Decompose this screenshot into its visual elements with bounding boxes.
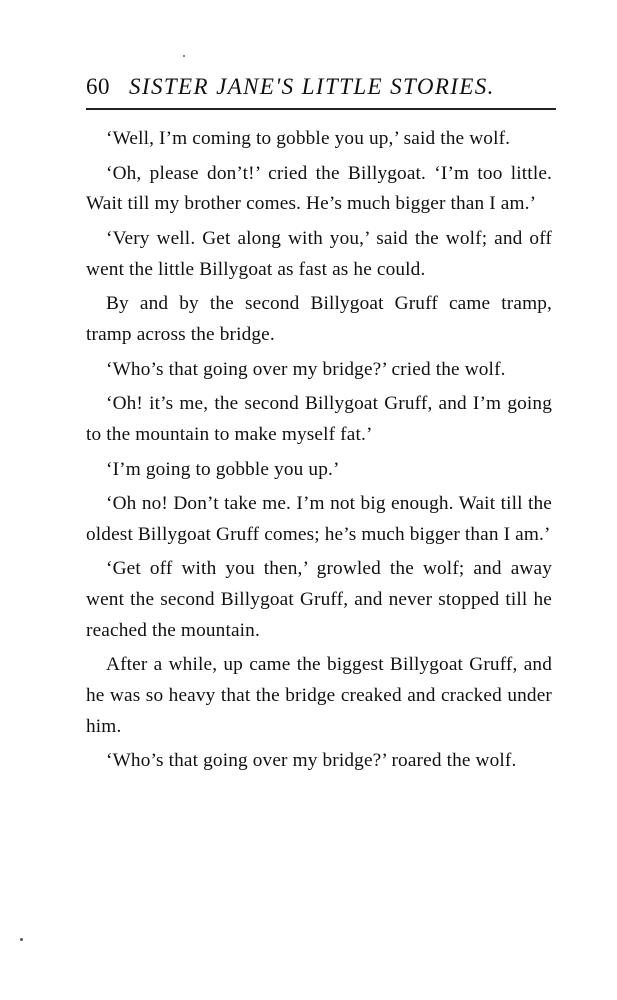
paragraph: ‘Oh, please don’t!’ cried the Billygoat. ‘I’m too little. Wait till my brother comes. He’s much bigger than I am.’ bbox=[86, 162, 552, 215]
paper-speck bbox=[20, 938, 23, 941]
running-title: SISTER JANE'S LITTLE STORIES. bbox=[129, 74, 495, 99]
page-number: 60 bbox=[86, 74, 110, 99]
paragraph: ‘Very well. Get along with you,’ said the wolf; and off went the little Billygoat as fast as he could. bbox=[86, 227, 552, 280]
paragraph: ‘Get off with you then,’ growled the wolf; and away went the second Billygoat Gruff, and never stopped till he reached the mountain. bbox=[86, 558, 552, 641]
paragraph: ‘Who’s that going over my bridge?’ roared the wolf. bbox=[106, 750, 517, 772]
paragraph: ‘Well, I’m coming to gobble you up,’ said the wolf. bbox=[106, 128, 511, 149]
paper-speck bbox=[183, 55, 185, 57]
paragraph: By and by the second Billygoat Gruff came tramp, tramp across the bridge. bbox=[86, 293, 552, 345]
paragraph: ‘Who’s that going over my bridge?’ cried the wolf. bbox=[106, 358, 506, 380]
story-text bbox=[86, 124, 552, 781]
paragraph: ‘I’m going to gobble you up.’ bbox=[106, 458, 340, 480]
running-header bbox=[86, 70, 556, 104]
paragraph: After a while, up came the biggest Billygoat Gruff, and he was so heavy that the bridge creaked and cracked under him. bbox=[86, 654, 552, 737]
paragraph: ‘Oh! it’s me, the second Billygoat Gruff, and I’m going to the mountain to make myself fat.’ bbox=[86, 393, 552, 445]
paragraph: ‘Oh no! Don’t take me. I’m not big enough. Wait till the oldest Billygoat Gruff comes; he’s much bigger than I am.’ bbox=[86, 493, 552, 545]
header-rule bbox=[86, 108, 556, 110]
